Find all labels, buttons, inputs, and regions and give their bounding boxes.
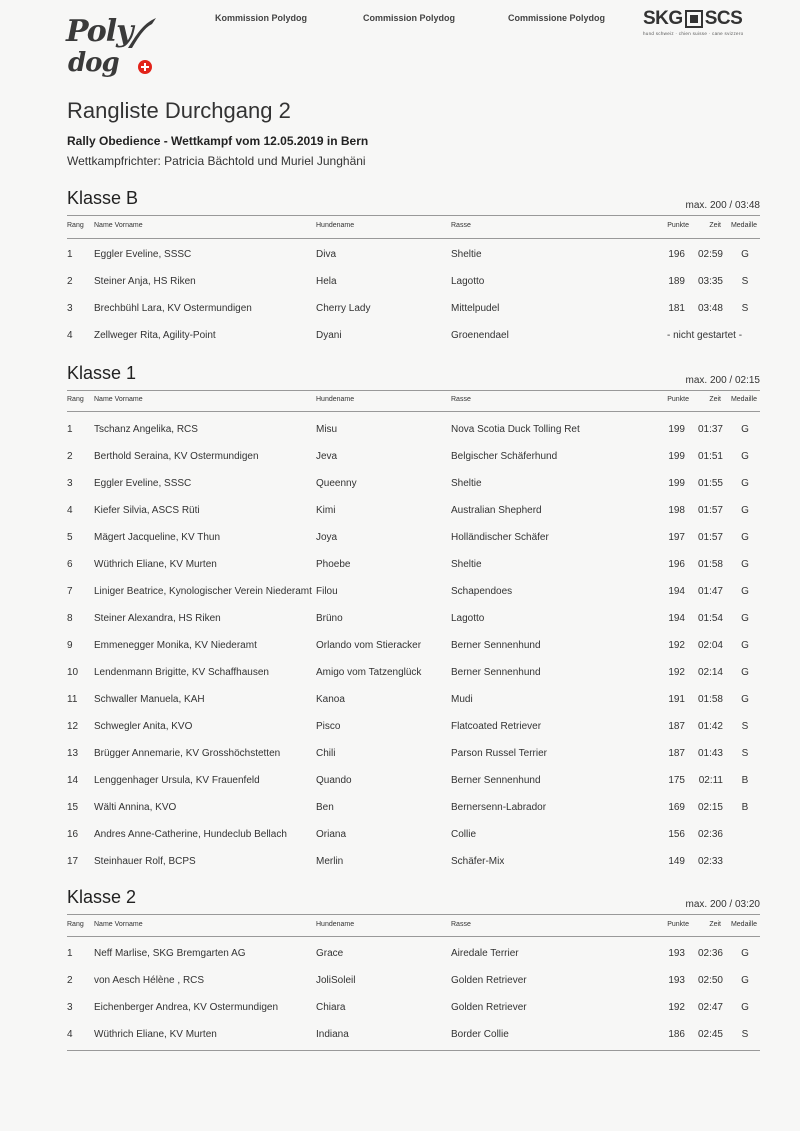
table-header [67, 396, 760, 410]
col-rang: Rang [67, 222, 84, 229]
cell-punkte: 192 [668, 640, 685, 651]
cell-hund: Dyani [316, 330, 342, 341]
cell-medaille: G [741, 613, 749, 624]
cell-name: Steiner Anja, HS Riken [94, 276, 196, 287]
table-row [67, 330, 760, 346]
cell-rasse: Collie [451, 829, 477, 840]
cell-hund: Filou [316, 586, 338, 597]
cell-name: Steiner Alexandra, HS Riken [94, 613, 221, 624]
cell-medaille: G [741, 505, 749, 516]
cell-zeit: 03:35 [697, 276, 723, 287]
col-zeit: Zeit [709, 222, 721, 229]
cell-rasse: Golden Retriever [451, 1002, 527, 1013]
table-row [67, 478, 760, 494]
cell-punkte: 186 [668, 1029, 685, 1040]
cell-hund: Jeva [316, 451, 338, 462]
table-row [67, 748, 760, 764]
cell-name: Wälti Annina, KVO [94, 802, 177, 813]
cell-punkte: 191 [668, 694, 685, 705]
cell-rang: 4 [67, 505, 73, 516]
cell-name: von Aesch Hélène , RCS [94, 975, 205, 986]
cell-rang: 3 [67, 303, 73, 314]
cell-rasse: Flatcoated Retriever [451, 721, 542, 732]
table-row [67, 505, 760, 521]
cell-hund: Amigo vom Tatzenglück [316, 667, 422, 678]
cell-name: Neff Marlise, SKG Bremgarten AG [94, 948, 246, 959]
cell-hund: Hela [316, 276, 337, 287]
cell-hund: JoliSoleil [316, 975, 356, 986]
cell-punkte: 196 [668, 249, 685, 260]
cell-zeit: 02:04 [697, 640, 723, 651]
cell-hund: Phoebe [316, 559, 351, 570]
divider [67, 238, 760, 239]
cell-rasse: Lagotto [451, 613, 485, 624]
col-medaille: Medaille [730, 396, 758, 403]
cell-medaille: G [741, 451, 749, 462]
cell-hund: Oriana [316, 829, 347, 840]
logo-line-2: dog [68, 48, 119, 78]
cell-zeit: 01:42 [697, 721, 723, 732]
cell-rang: 16 [67, 829, 79, 840]
cell-rang: 7 [67, 586, 73, 597]
cell-rang: 17 [67, 856, 79, 867]
cell-rasse: Berner Sennenhund [451, 775, 541, 786]
cell-rasse: Border Collie [451, 1029, 509, 1040]
cell-name: Schwegler Anita, KVO [94, 721, 193, 732]
cell-hund: Chiara [316, 1002, 346, 1013]
cell-hund: Brüno [316, 613, 343, 624]
cell-punkte: 192 [668, 1002, 685, 1013]
col-hund: Hundename [316, 921, 355, 928]
cell-rasse: Nova Scotia Duck Tolling Ret [451, 424, 580, 435]
cell-punkte: 192 [668, 667, 685, 678]
klasse-1-max: max. 200 / 02:15 [685, 375, 760, 386]
cell-punkte: 193 [668, 975, 685, 986]
event-subtitle: Rally Obedience - Wettkampf vom 12.05.2019 in Bern [67, 134, 369, 148]
table-row [67, 613, 760, 629]
cell-medaille: G [741, 1002, 749, 1013]
cell-name: Andres Anne-Catherine, Hundeclub Bellach [94, 829, 287, 840]
cell-hund: Queenny [316, 478, 357, 489]
cell-punkte: 194 [668, 586, 685, 597]
cell-rang: 9 [67, 640, 73, 651]
cell-hund: Kanoa [316, 694, 345, 705]
cell-medaille: G [741, 667, 749, 678]
cell-zeit: 01:51 [697, 451, 723, 462]
cell-medaille: G [741, 948, 749, 959]
divider [67, 390, 760, 391]
cell-rang: 12 [67, 721, 79, 732]
table-row [67, 640, 760, 656]
cell-rasse: Airedale Terrier [451, 948, 519, 959]
cell-medaille: G [741, 640, 749, 651]
col-medaille: Medaille [730, 921, 758, 928]
cell-name: Wüthrich Eliane, KV Murten [94, 1029, 217, 1040]
cell-rang: 4 [67, 330, 73, 341]
cell-rang: 1 [67, 948, 73, 959]
cell-rasse: Groenendael [451, 330, 509, 341]
klasse-2-max: max. 200 / 03:20 [685, 899, 760, 910]
cell-hund: Grace [316, 948, 344, 959]
table-row [67, 829, 760, 845]
cell-punkte: 197 [668, 532, 685, 543]
cell-not-started: - nicht gestartet - [667, 330, 743, 341]
cell-medaille: G [741, 478, 749, 489]
cell-rasse: Berner Sennenhund [451, 640, 541, 651]
polydog-logo [66, 10, 162, 80]
cell-rasse: Holländischer Schäfer [451, 532, 549, 543]
cell-name: Lenggenhager Ursula, KV Frauenfeld [94, 775, 260, 786]
col-medaille: Medaille [730, 222, 758, 229]
cell-rasse: Belgischer Schäferhund [451, 451, 558, 462]
cell-rang: 3 [67, 1002, 73, 1013]
scs-mark: SCS [704, 8, 743, 29]
cell-hund: Merlin [316, 856, 344, 867]
commission-fr: Commission Polydog [363, 13, 456, 23]
cell-zeit: 01:47 [697, 586, 723, 597]
table-row [67, 802, 760, 818]
cell-zeit: 02:36 [697, 829, 723, 840]
commission-it: Commissione Polydog [508, 13, 606, 23]
cell-name: Wüthrich Eliane, KV Murten [94, 559, 217, 570]
col-name: Name Vorname [94, 921, 143, 928]
klasse-b-title: Klasse B [67, 188, 139, 208]
cell-punkte: 149 [668, 856, 685, 867]
cell-rang: 3 [67, 478, 73, 489]
cell-name: Eichenberger Andrea, KV Ostermundigen [94, 1002, 278, 1013]
cell-name: Eggler Eveline, SSSC [94, 478, 192, 489]
table-row [67, 586, 760, 602]
col-punkte: Punkte [667, 222, 689, 229]
cell-hund: Kimi [316, 505, 336, 516]
cell-rasse: Mittelpudel [451, 303, 500, 314]
cell-name: Eggler Eveline, SSSC [94, 249, 192, 260]
cell-rang: 1 [67, 249, 73, 260]
table-row [67, 667, 760, 683]
cell-name: Liniger Beatrice, Kynologischer Verein Niederamt [94, 586, 312, 597]
klasse-2-title: Klasse 2 [67, 887, 137, 907]
cell-hund: Orlando vom Stieracker [316, 640, 422, 651]
cell-zeit: 02:50 [697, 975, 723, 986]
cell-medaille: G [741, 532, 749, 543]
logo-line-1: Poly [66, 14, 133, 49]
cell-medaille: S [741, 1029, 749, 1040]
table-row [67, 451, 760, 467]
cell-hund: Diva [316, 249, 337, 260]
cell-rang: 13 [67, 748, 79, 759]
cell-rang: 11 [67, 694, 78, 705]
cell-hund: Joya [316, 532, 338, 543]
cell-rasse: Berner Sennenhund [451, 667, 541, 678]
cell-name: Kiefer Silvia, ASCS Rüti [94, 505, 200, 516]
cell-punkte: 181 [668, 303, 685, 314]
table-row [67, 303, 760, 319]
cell-rang: 15 [67, 802, 79, 813]
klasse-b-max: max. 200 / 03:48 [685, 200, 760, 211]
cell-hund: Quando [316, 775, 352, 786]
cell-rang: 6 [67, 559, 73, 570]
cell-medaille: G [741, 559, 749, 570]
cell-punkte: 169 [668, 802, 685, 813]
cell-medaille: S [741, 303, 749, 314]
table-row [67, 532, 760, 548]
cell-punkte: 199 [668, 478, 685, 489]
cell-medaille: S [741, 276, 749, 287]
cell-zeit: 02:36 [697, 948, 723, 959]
cell-name: Tschanz Angelika, RCS [94, 424, 198, 435]
divider [67, 411, 760, 412]
divider [67, 1050, 760, 1051]
table-header [67, 921, 760, 935]
col-zeit: Zeit [709, 921, 721, 928]
cell-zeit: 01:37 [697, 424, 723, 435]
table-row [67, 948, 760, 964]
cell-zeit: 02:59 [697, 249, 723, 260]
cell-punkte: 199 [668, 451, 685, 462]
cell-hund: Indiana [316, 1029, 349, 1040]
cell-medaille: B [741, 775, 749, 786]
cell-punkte: 199 [668, 424, 685, 435]
cell-zeit: 02:47 [697, 1002, 723, 1013]
cell-zeit: 02:45 [697, 1029, 723, 1040]
cell-hund: Pisco [316, 721, 341, 732]
cell-rang: 5 [67, 532, 73, 543]
skg-mark: SKG [643, 8, 683, 29]
cell-name: Emmenegger Monika, KV Niederamt [94, 640, 257, 651]
commission-de: Kommission Polydog [215, 13, 308, 23]
table-row [67, 249, 760, 265]
divider [67, 914, 760, 915]
cell-medaille: G [741, 424, 749, 435]
skg-subline: hund schweiz · chien suisse · cane svizzero [643, 31, 744, 36]
cell-medaille: G [741, 586, 749, 597]
col-hund: Hundename [316, 222, 355, 229]
table-row [67, 276, 760, 292]
page-title: Rangliste Durchgang 2 [67, 98, 291, 123]
swiss-cross-icon [138, 60, 152, 74]
cell-punkte: 196 [668, 559, 685, 570]
col-zeit: Zeit [709, 396, 721, 403]
cell-medaille: G [741, 694, 749, 705]
cell-medaille: G [741, 975, 749, 986]
swoosh-icon [122, 14, 162, 54]
cell-name: Berthold Seraina, KV Ostermundigen [94, 451, 259, 462]
cell-rasse: Sheltie [451, 559, 482, 570]
col-punkte: Punkte [667, 396, 689, 403]
table-row [67, 721, 760, 737]
cell-rasse: Sheltie [451, 249, 482, 260]
cell-punkte: 194 [668, 613, 685, 624]
col-rang: Rang [67, 921, 84, 928]
cell-zeit: 02:11 [698, 775, 723, 786]
table-row [67, 856, 760, 872]
cell-rang: 14 [67, 775, 79, 786]
col-name: Name Vorname [94, 396, 143, 403]
col-rang: Rang [67, 396, 84, 403]
cell-rang: 2 [67, 975, 73, 986]
cell-punkte: 189 [668, 276, 685, 287]
cell-hund: Ben [316, 802, 334, 813]
cell-punkte: 193 [668, 948, 685, 959]
cell-zeit: 01:55 [697, 478, 723, 489]
cell-zeit: 01:57 [697, 532, 723, 543]
cell-name: Brügger Annemarie, KV Grosshöchstetten [94, 748, 281, 759]
cell-name: Mägert Jacqueline, KV Thun [94, 532, 221, 543]
cell-zeit: 02:33 [697, 856, 723, 867]
col-hund: Hundename [316, 396, 355, 403]
cell-rang: 1 [67, 424, 73, 435]
skg-scs-logo [643, 8, 758, 42]
cell-hund: Cherry Lady [316, 303, 371, 314]
cell-zeit: 01:54 [697, 613, 723, 624]
cell-zeit: 02:15 [697, 802, 723, 813]
cell-rang: 10 [67, 667, 79, 678]
divider [67, 215, 760, 216]
cell-punkte: 175 [668, 775, 685, 786]
cell-zeit: 01:58 [697, 694, 723, 705]
cell-rasse: Sheltie [451, 478, 482, 489]
cell-rasse: Mudi [451, 694, 473, 705]
cell-zeit: 02:14 [697, 667, 723, 678]
cell-name: Schwaller Manuela, KAH [94, 694, 205, 705]
cell-name: Zellweger Rita, Agility-Point [94, 330, 216, 341]
divider [67, 936, 760, 937]
table-row [67, 694, 760, 710]
klasse-1-title: Klasse 1 [67, 363, 137, 383]
table-row [67, 559, 760, 575]
cell-punkte: 187 [668, 748, 685, 759]
cell-rang: 4 [67, 1029, 73, 1040]
cell-rasse: Lagotto [451, 276, 485, 287]
cell-rasse: Bernersenn-Labrador [451, 802, 547, 813]
cell-rasse: Schäfer-Mix [451, 856, 505, 867]
cell-rasse: Golden Retriever [451, 975, 527, 986]
cell-punkte: 187 [668, 721, 685, 732]
cell-hund: Misu [316, 424, 338, 435]
col-rasse: Rasse [451, 396, 471, 403]
table-row [67, 1029, 760, 1045]
cell-zeit: 01:58 [697, 559, 723, 570]
cell-name: Steinhauer Rolf, BCPS [94, 856, 196, 867]
cell-medaille: B [741, 802, 749, 813]
table-row [67, 1002, 760, 1018]
cell-rasse: Schapendoes [451, 586, 513, 597]
cell-medaille: S [741, 721, 749, 732]
cell-punkte: 198 [668, 505, 685, 516]
cell-punkte: 156 [668, 829, 685, 840]
cell-rasse: Australian Shepherd [451, 505, 542, 516]
cell-rang: 8 [67, 613, 73, 624]
table-row [67, 775, 760, 791]
cell-zeit: 01:43 [697, 748, 723, 759]
judges-line: Wettkampfrichter: Patricia Bächtold und Muriel Junghäni [67, 154, 366, 168]
col-rasse: Rasse [451, 222, 471, 229]
col-name: Name Vorname [94, 222, 143, 229]
table-row [67, 975, 760, 991]
cell-name: Brechbühl Lara, KV Ostermundigen [94, 303, 252, 314]
cell-name: Lendenmann Brigitte, KV Schaffhausen [94, 667, 269, 678]
table-header [67, 222, 760, 236]
cell-hund: Chili [316, 748, 336, 759]
cell-zeit: 03:48 [697, 303, 723, 314]
cell-rang: 2 [67, 451, 73, 462]
cell-zeit: 01:57 [697, 505, 723, 516]
cell-medaille: G [741, 249, 749, 260]
col-rasse: Rasse [451, 921, 471, 928]
table-row [67, 424, 760, 440]
cell-medaille: S [741, 748, 749, 759]
cell-rang: 2 [67, 276, 73, 287]
skg-box-icon [685, 10, 703, 28]
col-punkte: Punkte [667, 921, 689, 928]
cell-rasse: Parson Russel Terrier [451, 748, 547, 759]
